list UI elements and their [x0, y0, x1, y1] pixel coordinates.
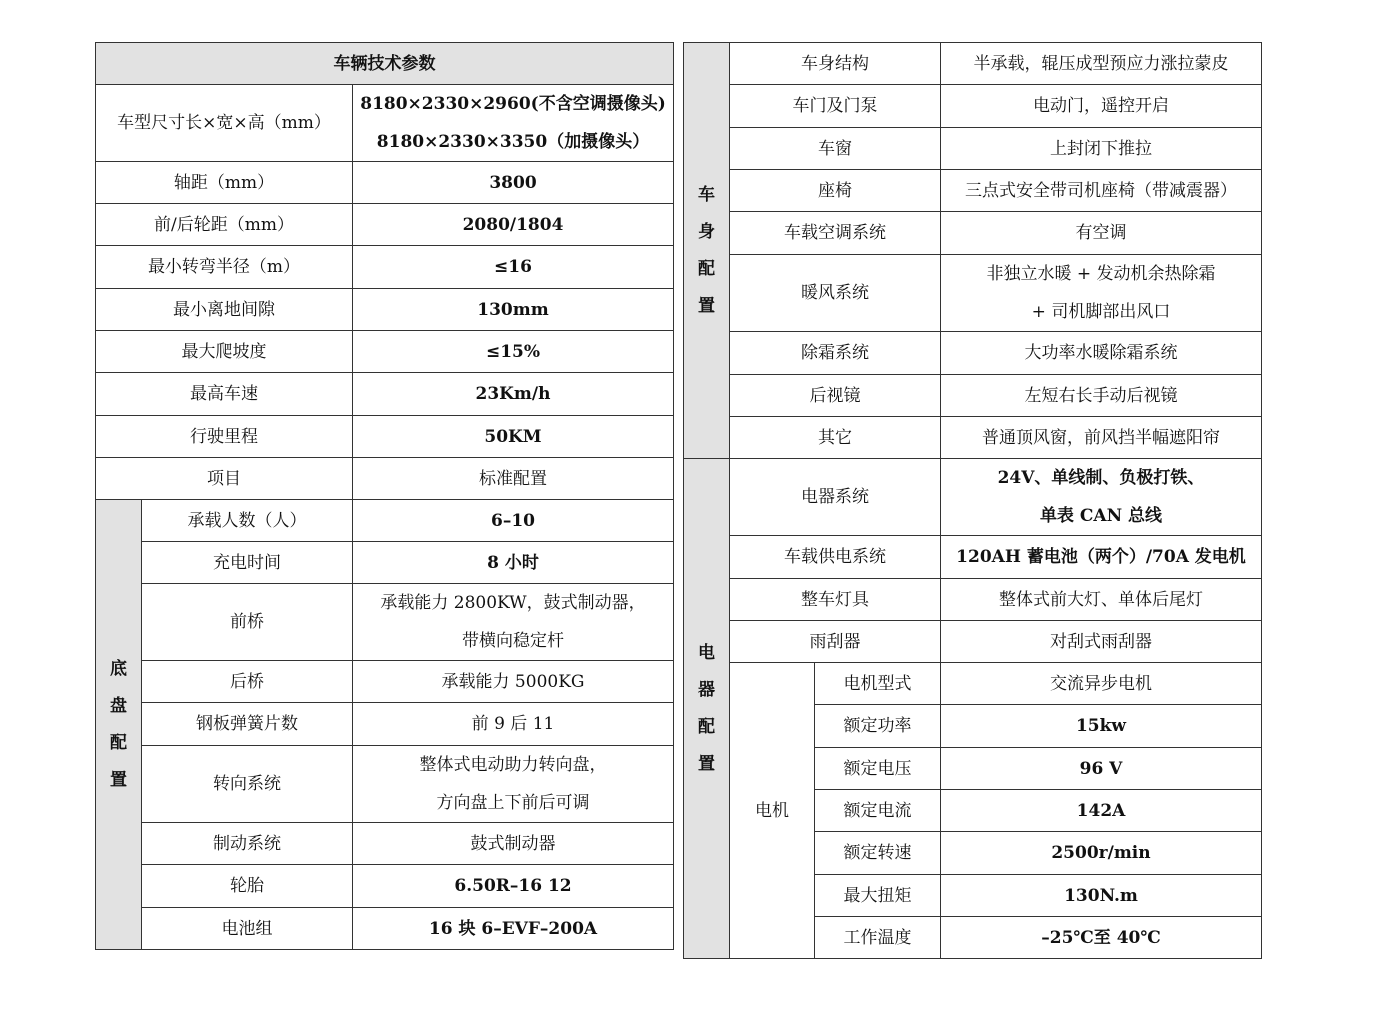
spec-value: 6–10 [353, 500, 674, 542]
spec-value: 承载能力 5000KG [353, 661, 674, 703]
spec-value: 电动门，遥控开启 [941, 85, 1262, 128]
spec-label: 额定功率 [815, 705, 941, 748]
electrical-group-label: 电 器 配 置 [684, 459, 730, 959]
spec-value: 130N.m [941, 875, 1262, 917]
spec-label: 转向系统 [142, 746, 353, 823]
spec-label: 前/后轮距（mm） [96, 204, 353, 246]
spec-value: 鼓式制动器 [353, 823, 674, 865]
spec-value: ≤16 [353, 246, 674, 289]
spec-value: 左短右长手动后视镜 [941, 375, 1262, 417]
spec-value: 50KM [353, 416, 674, 458]
spec-label: 最小转弯半径（m） [96, 246, 353, 289]
spec-value: 整体式前大灯、单体后尾灯 [941, 579, 1262, 621]
spec-label: 最大扭矩 [815, 875, 941, 917]
spec-value: 承载能力 2800KW，鼓式制动器， 带横向稳定杆 [353, 584, 674, 661]
spec-value: 130mm [353, 289, 674, 331]
spec-label: 前桥 [142, 584, 353, 661]
spec-label: 额定电压 [815, 748, 941, 790]
spec-label: 额定转速 [815, 832, 941, 875]
dimension-value-line: 8180×2330×3350（加摄像头） [376, 132, 650, 152]
spec-label: 最小离地间隙 [96, 289, 353, 331]
spec-label: 工作温度 [815, 917, 941, 959]
spec-value: 三点式安全带司机座椅（带减震器） [941, 170, 1262, 212]
spec-value: 23Km/h [353, 373, 674, 416]
spec-label: 最大爬坡度 [96, 331, 353, 373]
spec-value: 半承载，辊压成型预应力涨拉蒙皮 [941, 43, 1262, 85]
spec-value: 15kw [941, 705, 1262, 748]
spec-value: 3800 [353, 162, 674, 204]
spec-value: 6.50R–16 12 [353, 865, 674, 908]
spec-value: 交流异步电机 [941, 663, 1262, 705]
spec-value: ≤15% [353, 331, 674, 373]
spec-value: 142A [941, 790, 1262, 832]
spec-label: 其它 [730, 417, 941, 459]
spec-value: –25℃至 40℃ [941, 917, 1262, 959]
spec-label: 额定电流 [815, 790, 941, 832]
dimension-label: 车型尺寸长×宽×高（mm） [96, 85, 353, 162]
dimension-value-line: 8180×2330×2960(不含空调摄像头) [360, 94, 666, 114]
spec-value: 前 9 后 11 [353, 703, 674, 746]
item-header-value: 标准配置 [353, 458, 674, 500]
spec-label: 车门及门泵 [730, 85, 941, 128]
spec-label: 承载人数（人） [142, 500, 353, 542]
spec-value: 非独立水暖 + 发动机余热除霜 + 司机脚部出风口 [941, 255, 1262, 332]
spec-label: 座椅 [730, 170, 941, 212]
spec-value: 2500r/min [941, 832, 1262, 875]
spec-label: 充电时间 [142, 542, 353, 584]
spec-label: 车载空调系统 [730, 212, 941, 255]
spec-label: 电池组 [142, 908, 353, 950]
vehicle-spec-table [95, 42, 674, 950]
chassis-group-label: 底 盘 配 置 [96, 500, 142, 950]
spec-label: 轮胎 [142, 865, 353, 908]
spec-value: 120AH 蓄电池（两个）/70A 发电机 [941, 536, 1262, 579]
spec-value: 普通顶风窗，前风挡半幅遮阳帘 [941, 417, 1262, 459]
spec-label: 暖风系统 [730, 255, 941, 332]
body-group-label: 车 身 配 置 [684, 43, 730, 459]
spec-label: 车窗 [730, 128, 941, 170]
spec-label: 后桥 [142, 661, 353, 703]
spec-label: 除霜系统 [730, 332, 941, 375]
spec-value: 24V、单线制、负极打铁、 单表 CAN 总线 [941, 459, 1262, 536]
spec-value: 8 小时 [353, 542, 674, 584]
spec-value: 2080/1804 [353, 204, 674, 246]
spec-label: 行驶里程 [96, 416, 353, 458]
spec-label: 车载供电系统 [730, 536, 941, 579]
spec-label: 整车灯具 [730, 579, 941, 621]
spec-label: 电器系统 [730, 459, 941, 536]
spec-label: 雨刮器 [730, 621, 941, 663]
table-title: 车辆技术参数 [96, 43, 674, 85]
spec-value: 对刮式雨刮器 [941, 621, 1262, 663]
configuration-table [683, 42, 1262, 959]
spec-value: 16 块 6–EVF–200A [353, 908, 674, 950]
dimension-value [353, 85, 674, 162]
spec-value: 整体式电动助力转向盘， 方向盘上下前后可调 [353, 746, 674, 823]
spec-label: 钢板弹簧片数 [142, 703, 353, 746]
spec-label: 制动系统 [142, 823, 353, 865]
spec-label: 电机型式 [815, 663, 941, 705]
spec-value: 96 V [941, 748, 1262, 790]
item-header-label: 项目 [96, 458, 353, 500]
motor-label: 电机 [730, 663, 815, 959]
spec-value: 有空调 [941, 212, 1262, 255]
spec-label: 最高车速 [96, 373, 353, 416]
spec-value: 大功率水暖除霜系统 [941, 332, 1262, 375]
spec-label: 轴距（mm） [96, 162, 353, 204]
spec-label: 后视镜 [730, 375, 941, 417]
spec-value: 上封闭下推拉 [941, 128, 1262, 170]
spec-label: 车身结构 [730, 43, 941, 85]
